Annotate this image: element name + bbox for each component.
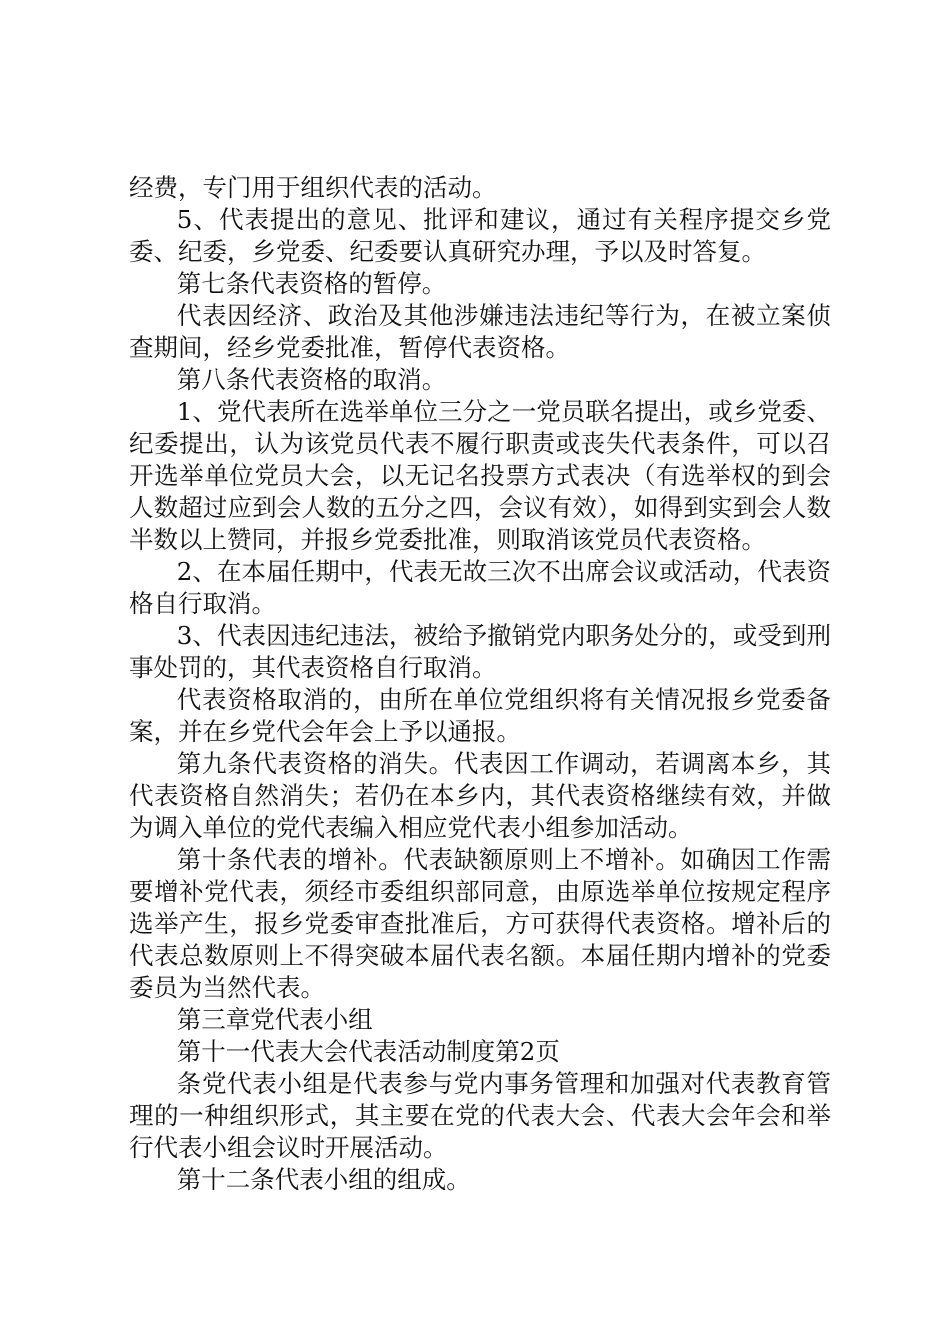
paragraph-cancellation-report: 代表资格取消的，由所在单位党组织将有关情况报乡党委备案，并在乡党代会年会上予以通报。 [129,685,831,746]
page-footer-line: 第十一代表大会代表活动制度第2页 [176,1037,560,1066]
paragraph-funding-continuation: 经费，专门用于组织代表的活动。 [129,173,497,202]
article-11-paragraph: 条党代表小组是代表参与党内事务管理和加强对代表教育管理的一种组织形式，其主要在党的代表大会、代表大会年会和举行代表小组会议时开展活动。 [129,1069,831,1162]
chapter-3-heading: 第三章党代表小组 [176,1005,373,1034]
article-10-paragraph: 第十条代表的增补。代表缺额原则上不增补。如确因工作需要增补党代表，须经市委组织部同意，由原选举单位按规定程序选举产生，报乡党委审查批准后，方可获得代表资格。增补后的代表总数原则上不得突破本届代表名额。本届任期内增补的党委委员为当然代表。 [129,845,831,1002]
paragraph-suspension: 代表因经济、政治及其他涉嫌违法违纪等行为，在被立案侦查期间，经乡党委批准，暂停代表资格。 [129,301,831,362]
article-9-paragraph: 第九条代表资格的消失。代表因工作调动，若调离本乡，其代表资格自然消失；若仍在本乡内，其代表资格继续有效，并做为调入单位的党代表编入相应党代表小组参加活动。 [129,749,831,842]
article-12-heading: 第十二条代表小组的组成。 [176,1165,471,1194]
paragraph-cancellation-item-1: 1、党代表所在选举单位三分之一党员联名提出，或乡党委、纪委提出，认为该党员代表不履行职责或丧失代表条件，可以召开选举单位党员大会，以无记名投票方式表决（有选举权的到会人数超过应到会人数的五分之四，会议有效），如得到实到会人数半数以上赞同，并报乡党委批准，则取消该党员代表资格。 [129,397,831,554]
paragraph-cancellation-item-2: 2、在本届任期中，代表无故三次不出席会议或活动，代表资格自行取消。 [129,557,831,618]
article-8-heading: 第八条代表资格的取消。 [176,365,447,394]
article-7-heading: 第七条代表资格的暂停。 [176,269,447,298]
paragraph-cancellation-item-3: 3、代表因违纪违法，被给予撤销党内职务处分的，或受到刑事处罚的，其代表资格自行取消。 [129,621,831,682]
document-body [129,172,831,1196]
paragraph-item-5: 5、代表提出的意见、批评和建议，通过有关程序提交乡党委、纪委，乡党委、纪委要认真研究办理，予以及时答复。 [129,205,831,266]
